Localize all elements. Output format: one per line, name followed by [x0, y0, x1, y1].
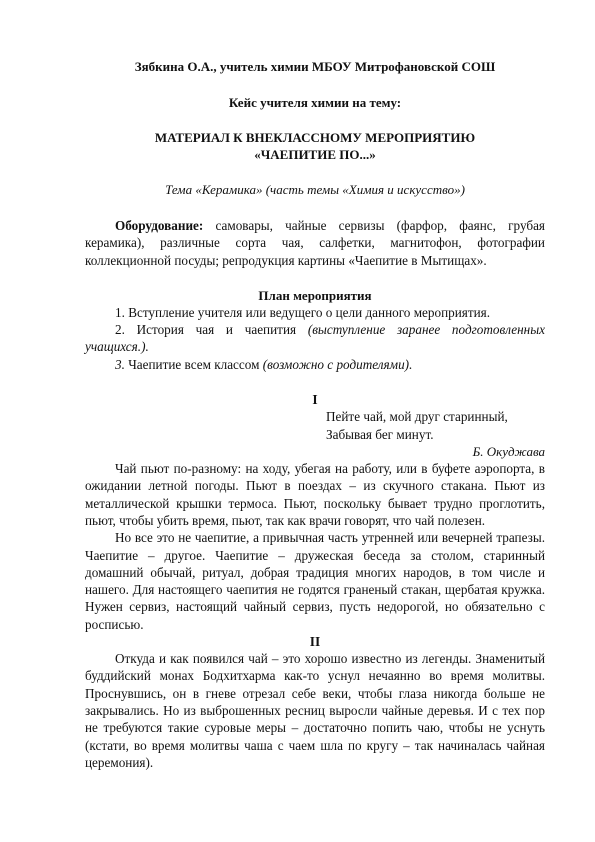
plan-item-3 [85, 356, 545, 373]
epigraph-line-1: Пейте чай, мой друг старинный, [326, 409, 508, 425]
section-numeral-1: I [312, 392, 318, 408]
section1-paragraph-2: Но все это не чаепитие, а привычная часть утренней или вечерней трапезы. Чаепитие – другое. Чаепитие – дружеская беседа за столом, старинный домашний обычай, ритуал, добрая традиция многих народов, в том числе и нашего. Для настоящего чаепития не годятся граненый стакан, щербатая кружка. Нужен сервиз, настоящий чайный сервиз, пусть недорогой, но обязательно с росписью. [85, 530, 545, 632]
equipment-label: Оборудование: [115, 218, 204, 233]
theme-line: Тема «Керамика» (часть темы «Химия и искусство») [165, 182, 465, 197]
plan-item-note: (возможно с родителями). [262, 356, 413, 372]
plan-item-1 [85, 304, 545, 321]
equipment-text: самовары, чайные сервизы (фарфор, фаянс, грубая керамика), различные сорта чая, салфетки, магнитофон, фотографии коллекционной посуды; репродукция картины «Чаепитие в Мытищах». [85, 218, 545, 268]
main-title-line1: МАТЕРИАЛ К ВНЕКЛАССНОМУ МЕРОПРИЯТИЮ [154, 130, 476, 145]
plan-item-number: 3. [115, 356, 125, 372]
section2-paragraph: Откуда и как появился чай – это хорошо известно из легенды. Знаменитый буддийский монах Бодхитхарма как-то уснул нечаянно во время молитвы. Проснувшись, он в гневе отрезал себе веки, чтобы глаза никогда больше не закрывались. Но из выброшенных ресниц выросли чайные деревья. И с тех пор не требуются такие суровые меры – достаточно попить чаю, чтобы не уснуть (кстати, во время молитвы чаша с чаем шла по кругу – так начиналась чайная церемония). [85, 651, 545, 770]
plan-item-text: Чаепитие всем классом [124, 356, 263, 372]
author-line: Зябкина О.А., учитель химии МБОУ Митрофановской СОШ [134, 59, 496, 74]
plan-item-text: 1. Вступление учителя или ведущего о цели данного мероприятия. [115, 304, 491, 320]
main-title-line2: «ЧАЕПИТИЕ ПО...» [254, 147, 376, 162]
plan-item-note: (выступление заранее подготовленных учащихся.). [85, 322, 545, 355]
plan-heading: План мероприятия [258, 287, 372, 303]
plan-item-text: 2. История чая и чаепития [115, 322, 308, 338]
plan-item-2 [85, 321, 545, 356]
equipment-paragraph [85, 217, 545, 269]
case-title: Кейс учителя химии на тему: [228, 95, 402, 110]
epigraph-author: Б. Окуджава [472, 444, 545, 460]
section-numeral-2: II [309, 634, 321, 650]
section1-paragraph-1: Чай пьют по-разному: на ходу, убегая на работу, или в буфете аэропорта, в ожидании летной погоды. Пьют в поездах – из скучного стакана. Пьют из металлической крышки термоса. Пьют, поскольку бывает трудно проглотить, пьют, чтобы убить время, пьют, так как врачи говорят, что чай полезен. [85, 461, 545, 528]
epigraph-line-2: Забывая бег минут. [326, 426, 434, 442]
